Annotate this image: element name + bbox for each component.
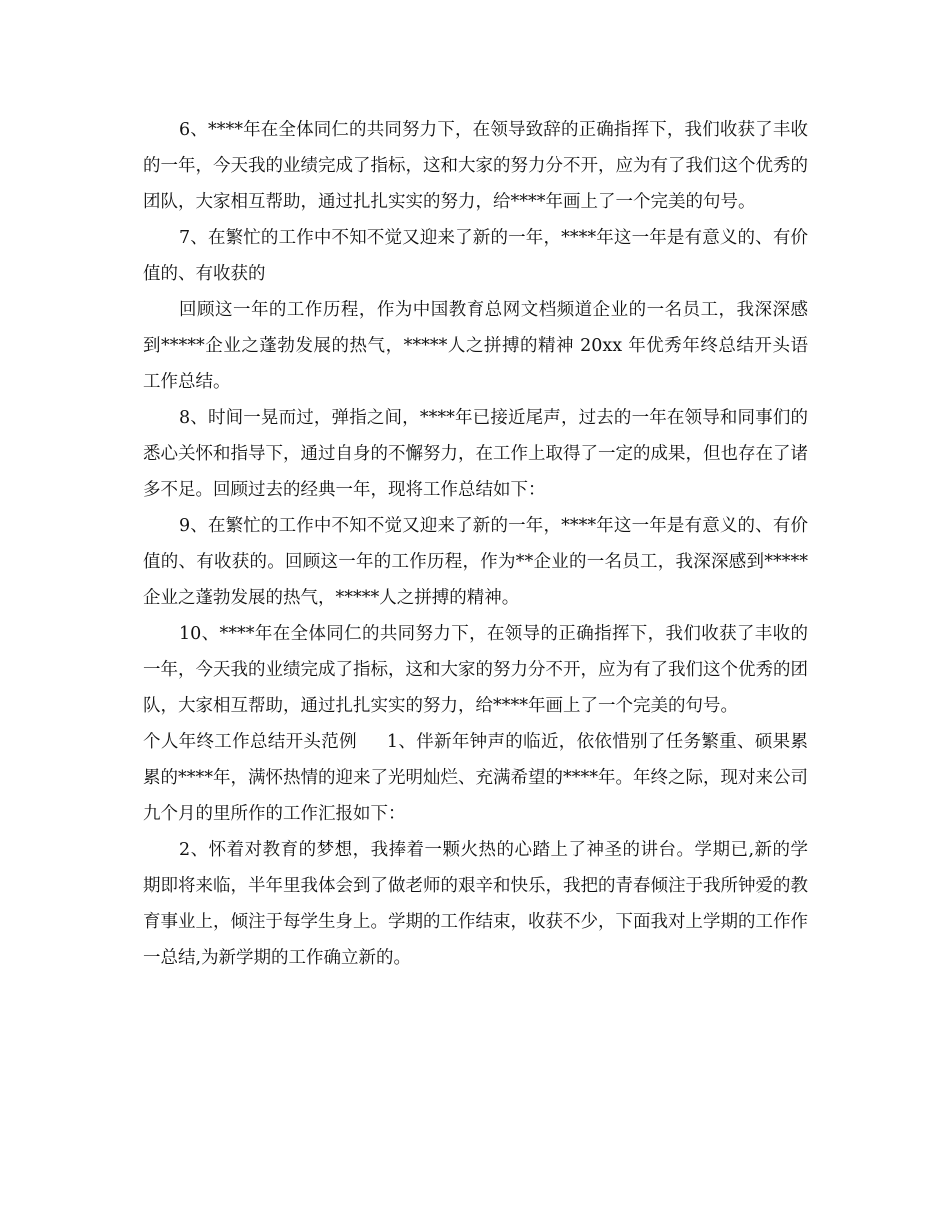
section-first-paragraph: [143, 724, 808, 832]
paragraph-7: 7、在繁忙的工作中不知不觉又迎来了新的一年，****年这一年是有意义的、有价值的、有收获的: [143, 228, 808, 284]
paragraph-9: 9、在繁忙的工作中不知不觉又迎来了新的一年，****年这一年是有意义的、有价值的、有收获的。回顾这一年的工作历程，作为**企业的一名员工，我深深感到*****企业之蓬勃发展的热气，*****人之拼搏的精神。: [143, 516, 808, 608]
section-heading: 个人年终工作总结开头范例: [143, 732, 357, 752]
paragraph-8: 8、时间一晃而过，弹指之间，****年已接近尾声，过去的一年在领导和同事们的悉心关怀和指导下，通过自身的不懈努力，在工作上取得了一定的成果，但也存在了诸多不足。回顾过去的经典一年，现将工作总结如下：: [143, 408, 808, 500]
section-item-2: 2、怀着对教育的梦想，我捧着一颗火热的心踏上了神圣的讲台。学期已,新的学期即将来临，半年里我体会到了做老师的艰辛和快乐，我把的青春倾注于我所钟爱的教育事业上，倾注于每学生身上。学期的工作结束，收获不少，下面我对上学期的工作作一总结,为新学期的工作确立新的。: [143, 840, 808, 968]
paragraph-6: 6、****年在全体同仁的共同努力下，在领导致辞的正确指挥下，我们收获了丰收的一年，今天我的业绩完成了指标，这和大家的努力分不开，应为有了我们这个优秀的团队，大家相互帮助，通过扎扎实实的努力，给****年画上了一个完美的句号。: [143, 120, 808, 212]
paragraph-7-continued: 回顾这一年的工作历程，作为中国教育总网文档频道企业的一名员工，我深深感到*****企业之蓬勃发展的热气，*****人之拼搏的精神 20xx 年优秀年终总结开头语工作总结。: [143, 300, 808, 392]
document-body: [143, 112, 808, 976]
section-item-1: 1、伴新年钟声的临近，依依惜别了任务繁重、硕果累累的****年，满怀热情的迎来了光明灿烂、充满希望的****年。年终之际，现对来公司九个月的里所作的工作汇报如下：: [143, 732, 809, 824]
paragraph-10: 10、****年在全体同仁的共同努力下，在领导的正确指挥下，我们收获了丰收的一年，今天我的业绩完成了指标，这和大家的努力分不开，应为有了我们这个优秀的团队，大家相互帮助，通过扎扎实实的努力，给****年画上了一个完美的句号。: [143, 624, 808, 716]
